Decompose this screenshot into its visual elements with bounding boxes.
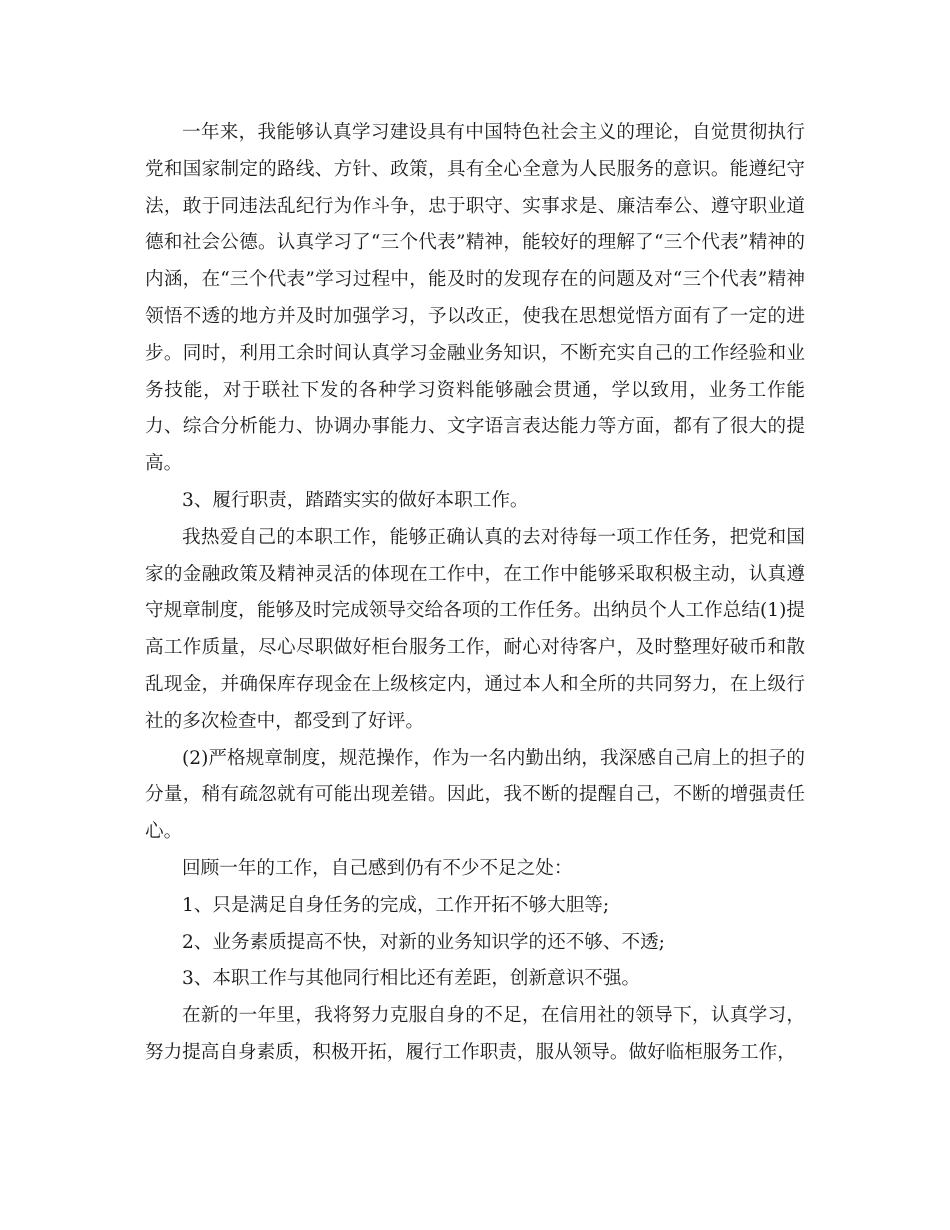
- list-item-shortcoming-1: 1、只是满足自身任务的完成，工作开拓不够大胆等;: [182, 894, 610, 916]
- paragraph-love-work: 我热爱自己的本职工作，能够正确认真的去对待每一项工作任务，把党和国家的金融政策及精神灵活的体现在工作中，在工作中能够采取积极主动，认真遵守规章制度，能够及时完成领导交给各项的工作任务。出纳员个人工作总结(1)提高工作质量，尽心尽职做好柜台服务工作，耐心对待客户，及时整理好破币和散乱现金，并确保库存现金在上级核定内，通过本人和全所的共同努力，在上级行社的多次检查中，都受到了好评。: [145, 526, 805, 732]
- paragraph-study-theory: 一年来，我能够认真学习建设具有中国特色社会主义的理论，自觉贯彻执行党和国家制定的路线、方针、政策，具有全心全意为人民服务的意识。能遵纪守法，敢于同违法乱纪行为作斗争，忠于职守、实事求是、廉洁奉公、遵守职业道德和社会公德。认真学习了“三个代表”精神，能较好的理解了“三个代表”精神的内涵，在“三个代表”学习过程中，能及时的发现存在的问题及对“三个代表”精神领悟不透的地方并及时加强学习，予以改正，使我在思想觉悟方面有了一定的进步。同时，利用工余时间认真学习金融业务知识，不断充实自己的工作经验和业务技能，对于联社下发的各种学习资料能够融会贯通，学以致用，业务工作能力、综合分析能力、协调办事能力、文字语言表达能力等方面，都有了很大的提高。: [145, 122, 805, 475]
- paragraph-heading-duties: 3、履行职责，踏踏实实的做好本职工作。: [182, 489, 529, 511]
- list-item-shortcoming-3: 3、本职工作与其他同行相比还有差距，创新意识不强。: [182, 968, 641, 990]
- paragraph-new-year-plan: 在新的一年里，我将努力克服自身的不足，在信用社的领导下，认真学习，努力提高自身素质，积极开拓，履行工作职责，服从领导。做好临柜服务工作，: [145, 1005, 805, 1063]
- document-body: [145, 115, 805, 1072]
- paragraph-review-shortcomings: 回顾一年的工作，自己感到仍有不少不足之处：: [182, 857, 573, 879]
- list-item-shortcoming-2: 2、业务素质提高不快，对新的业务知识学的还不够、不透;: [182, 931, 665, 953]
- paragraph-strict-rules: (2)严格规章制度，规范操作，作为一名内勤出纳，我深感自己肩上的担子的分量，稍有疏忽就有可能出现差错。因此，我不断的提醒自己，不断的增强责任心。: [145, 747, 805, 843]
